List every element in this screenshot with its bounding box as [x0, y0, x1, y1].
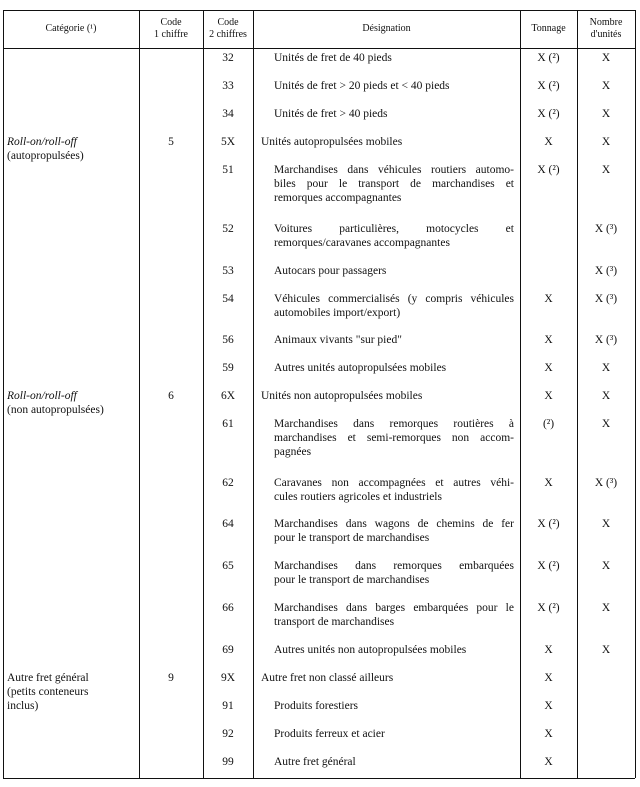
code-2-chiffres: 32 [222, 52, 234, 64]
category-label-line: Roll-on/roll-off [7, 136, 77, 148]
designation-line: Marchandises dans remorques routières à [274, 418, 514, 430]
code-1-chiffre: 5 [168, 136, 174, 148]
designation-line: Unités non autopropulsées mobiles [261, 390, 423, 402]
code-2-chiffres: 99 [222, 756, 234, 768]
designation-line: remorques accompagnantes [274, 192, 402, 204]
designation-line: cules routiers agricoles et industriels [274, 491, 442, 503]
code-2-chiffres: 62 [222, 477, 234, 489]
header-designation [253, 10, 520, 48]
code-2-chiffres: 52 [222, 223, 234, 235]
nombre-unites-value: X [601, 518, 611, 530]
designation-line: transport de marchandises [274, 616, 395, 628]
code-2-chiffres: 9X [220, 672, 236, 684]
nombre-unites-value: X [601, 362, 611, 374]
tonnage-value: X [544, 293, 553, 305]
tonnage-value: X [544, 756, 553, 768]
tonnage-value: X (²) [537, 80, 560, 92]
nombre-unites-value: X [601, 644, 611, 656]
designation-line: Marchandises dans wagons de chemins de fer [274, 518, 514, 530]
nombre-unites-value: X (³) [594, 334, 618, 346]
header-categorie-line: Catégorie (¹) [45, 23, 97, 34]
category-label-line: (autopropulsées) [7, 150, 84, 162]
nombre-unites-value: X (³) [594, 293, 618, 305]
tonnage-value: X [544, 390, 553, 402]
column-rule [635, 10, 636, 778]
designation-line: remorques/caravanes accompagnantes [274, 237, 450, 249]
code-1-chiffre: 6 [168, 390, 174, 402]
designation-line: Marchandises dans remorques embarquées [274, 560, 514, 572]
tonnage-value: X (²) [537, 518, 560, 530]
nombre-unites-value: X [601, 418, 611, 430]
designation-line: automobiles import/export) [274, 307, 401, 319]
designation-line: Caravanes non accompagnées et autres véhi- [274, 477, 514, 489]
designation-line: Marchandises dans véhicules routiers automo- [274, 164, 514, 176]
code-2-chiffres: 51 [222, 164, 234, 176]
designation-line: Animaux vivants "sur pied" [274, 334, 402, 346]
tonnage-value: X (²) [537, 602, 560, 614]
designation-line: Autre fret général [274, 756, 356, 768]
designation-line: Unités de fret > 40 pieds [274, 108, 388, 120]
code-2-chiffres: 6X [220, 390, 236, 402]
code-2-chiffres: 69 [222, 644, 234, 656]
designation-line: Autres unités non autopropulsées mobiles [274, 644, 467, 656]
designation-line: Marchandises dans barges embarquées pour le [274, 602, 514, 614]
nombre-unites-value: X [601, 560, 611, 572]
header-tonnage [520, 10, 577, 48]
designation-line: Véhicules commercialisés (y compris véhicules [274, 293, 514, 305]
nombre-unites-value: X [601, 52, 611, 64]
header-code-2-chiffres-line: 2 chiffres [209, 29, 247, 40]
code-2-chiffres: 53 [222, 265, 234, 277]
nombre-unites-value: X [601, 390, 611, 402]
tonnage-value: X (²) [537, 560, 560, 572]
tonnage-value: X [544, 477, 553, 489]
nombre-unites-value: X [601, 602, 611, 614]
header-nombre-unites-line: Nombre [589, 17, 623, 28]
header-tonnage-line: Tonnage [531, 23, 566, 34]
nombre-unites-value: X [601, 108, 611, 120]
designation-line: biles pour le transport de marchandises et [274, 178, 514, 190]
designation-line: Unités de fret > 20 pieds et < 40 pieds [274, 80, 450, 92]
category-label-line: (petits conteneurs [7, 686, 89, 698]
tonnage-value: X (²) [537, 108, 560, 120]
category-label-line: Roll-on/roll-off [7, 390, 77, 402]
code-2-chiffres: 61 [222, 418, 234, 430]
column-rule [3, 10, 4, 778]
header-code-1-chiffre-line: Code [160, 17, 182, 28]
code-2-chiffres: 59 [222, 362, 234, 374]
column-rule [253, 10, 254, 778]
code-2-chiffres: 65 [222, 560, 234, 572]
header-code-2-chiffres-line: Code [217, 17, 239, 28]
code-2-chiffres: 92 [222, 728, 234, 740]
code-2-chiffres: 54 [222, 293, 234, 305]
designation-line: pagnées [274, 446, 312, 458]
category-label-line: Autre fret général [7, 672, 89, 684]
tonnage-value: X (²) [537, 164, 560, 176]
designation-line: pour le transport de marchandises [274, 574, 430, 586]
header-categorie [3, 10, 139, 48]
tonnage-value: X [544, 672, 553, 684]
designation-line: Voitures particulières, motocycles et [274, 223, 514, 235]
tonnage-value: X [544, 700, 553, 712]
freight-category-table [3, 10, 635, 778]
designation-line: Produits ferreux et acier [274, 728, 385, 740]
designation-line: Unités de fret de 40 pieds [274, 52, 392, 64]
code-2-chiffres: 64 [222, 518, 234, 530]
header-code-2-chiffres [203, 10, 253, 48]
code-2-chiffres: 34 [222, 108, 234, 120]
nombre-unites-value: X (³) [594, 265, 618, 277]
designation-line: Autre fret non classé ailleurs [261, 672, 394, 684]
nombre-unites-value: X [601, 164, 611, 176]
tonnage-value: X [544, 728, 553, 740]
tonnage-value: (²) [542, 418, 555, 430]
tonnage-value: X [544, 136, 553, 148]
header-designation-line: Désignation [362, 23, 411, 34]
tonnage-value: X [544, 334, 553, 346]
designation-line: pour le transport de marchandises [274, 532, 430, 544]
nombre-unites-value: X [601, 80, 611, 92]
code-2-chiffres: 56 [222, 334, 234, 346]
designation-line: Produits forestiers [274, 700, 359, 712]
header-divider [3, 48, 635, 49]
code-2-chiffres: 5X [220, 136, 236, 148]
designation-line: marchandises et semi-remorques non accom- [274, 432, 514, 444]
category-label-line: inclus) [7, 700, 39, 712]
tonnage-value: X [544, 362, 553, 374]
nombre-unites-value: X (³) [594, 477, 618, 489]
nombre-unites-value: X [601, 136, 611, 148]
header-nombre-unites-line: d'unités [590, 29, 622, 40]
category-label-line: (non autopropulsées) [7, 404, 104, 416]
designation-line: Unités autopropulsées mobiles [261, 136, 403, 148]
code-2-chiffres: 91 [222, 700, 234, 712]
code-2-chiffres: 33 [222, 80, 234, 92]
code-1-chiffre: 9 [168, 672, 174, 684]
designation-line: Autres unités autopropulsées mobiles [274, 362, 447, 374]
tonnage-value: X (²) [537, 52, 560, 64]
tonnage-value: X [544, 644, 553, 656]
code-2-chiffres: 66 [222, 602, 234, 614]
nombre-unites-value: X (³) [594, 223, 618, 235]
header-code-1-chiffre [139, 10, 203, 48]
header-code-1-chiffre-line: 1 chiffre [154, 29, 188, 40]
designation-line: Autocars pour passagers [274, 265, 387, 277]
table-border-bottom [3, 778, 635, 779]
header-nombre-unites [577, 10, 635, 48]
